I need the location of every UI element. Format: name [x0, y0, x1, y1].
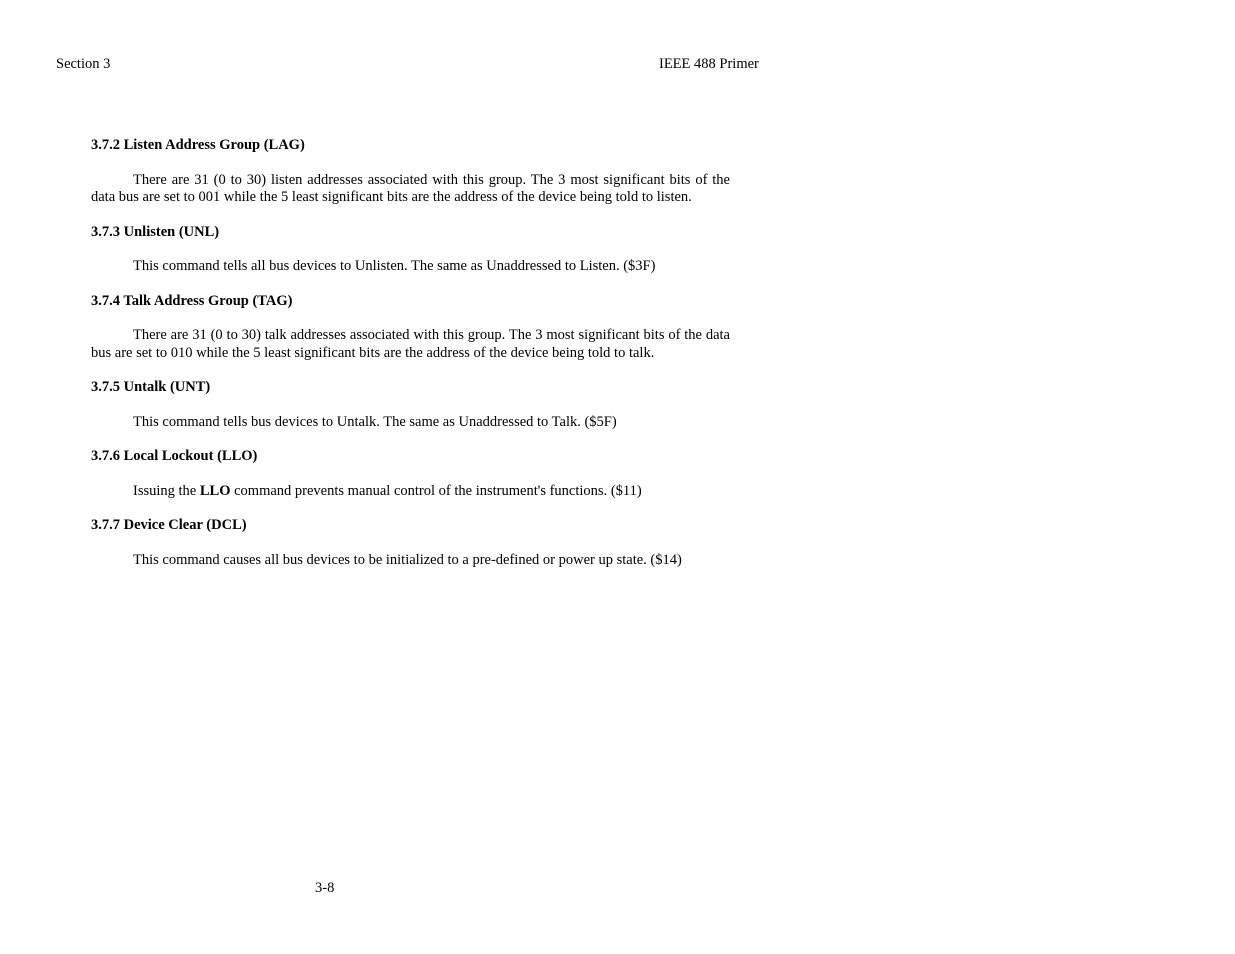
paragraph-bold-term: LLO — [199, 482, 231, 499]
document-body — [91, 137, 730, 586]
section-heading: 3.7.5 Untalk (UNT) — [91, 379, 211, 395]
header-section-label: Section 3 — [56, 56, 111, 72]
section-heading: 3.7.2 Listen Address Group (LAG) — [91, 137, 305, 153]
section-3-7-5 — [91, 379, 730, 431]
section-heading: 3.7.6 Local Lockout (LLO) — [91, 448, 258, 464]
section-heading: 3.7.3 Unlisten (UNL) — [91, 223, 220, 240]
page-number: 3-8 — [315, 880, 335, 896]
section-paragraph: This command causes all bus devices to be initialized to a pre-defined or power up state. ($14) — [133, 551, 682, 568]
section-paragraph: This command tells bus devices to Untalk. The same as Unaddressed to Talk. ($5F) — [133, 413, 617, 430]
section-3-7-4 — [91, 293, 730, 363]
section-3-7-3 — [91, 224, 730, 276]
section-paragraph: This command tells all bus devices to Unlisten. The same as Unaddressed to Listen. ($3F) — [133, 258, 656, 274]
section-paragraph: There are 31 (0 to 30) listen addresses associated with this group. The 3 most significant bits of the data bus are set to 001 while the 5 least significant bits are the address of the device being told to listen. — [91, 171, 730, 205]
section-3-7-7 — [91, 517, 730, 569]
section-paragraph: There are 31 (0 to 30) talk addresses associated with this group. The 3 most significant bits of the data bus are set to 010 while the 5 least significant bits are the address of the device being told to talk. — [91, 327, 730, 361]
section-heading: 3.7.4 Talk Address Group (TAG) — [91, 292, 293, 309]
section-3-7-6 — [91, 448, 730, 500]
paragraph-text: Issuing the — [133, 482, 200, 499]
section-heading: 3.7.7 Device Clear (DCL) — [91, 517, 247, 533]
header-document-title: IEEE 488 Primer — [659, 56, 759, 72]
section-paragraph — [91, 483, 730, 501]
section-3-7-2 — [91, 137, 730, 207]
paragraph-text: command prevents manual control of the instrument's functions. ($11) — [230, 482, 642, 499]
